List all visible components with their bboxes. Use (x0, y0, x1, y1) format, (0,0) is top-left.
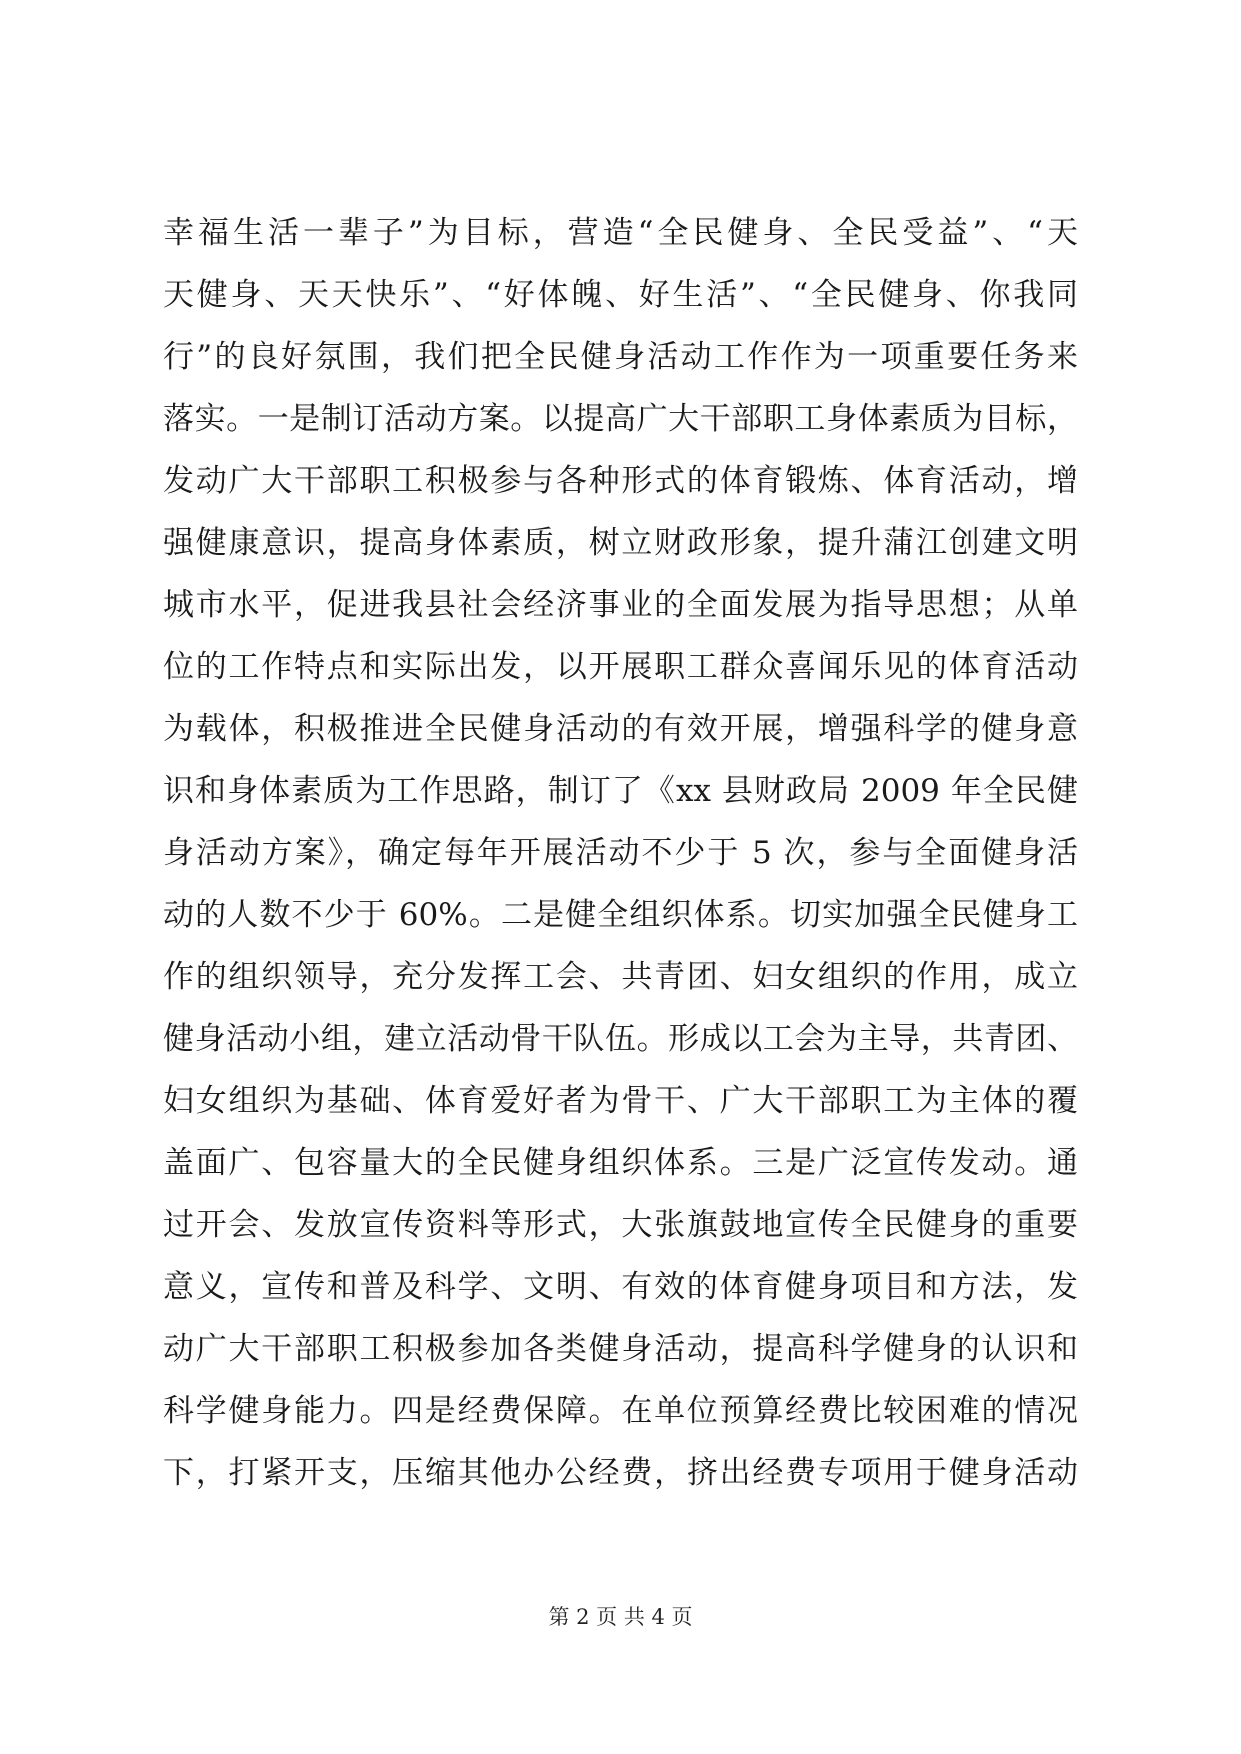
text-line: 强健康意识，提高身体素质，树立财政形象，提升蒲江创建文明 (163, 525, 1078, 561)
text-line: 天健身、天天快乐”、“好体魄、好生活”、“全民健身、你我同 (163, 277, 1078, 313)
text-line: 过开会、发放宣传资料等形式，大张旗鼓地宣传全民健身的重要 (163, 1207, 1078, 1243)
text-line: 识和身体素质为工作思路，制订了《xx 县财政局 2009 年全民健 (163, 773, 1078, 809)
text-line: 城市水平，促进我县社会经济事业的全面发展为指导思想；从单 (163, 587, 1078, 623)
text-line: 动的人数不少于 60%。二是健全组织体系。切实加强全民健身工 (163, 897, 1078, 933)
text-line: 动广大干部职工积极参加各类健身活动，提高科学健身的认识和 (163, 1331, 1078, 1367)
body-text (163, 202, 1078, 1504)
text-line: 身活动方案》，确定每年开展活动不少于 5 次，参与全面健身活 (163, 835, 1078, 871)
text-line: 为载体，积极推进全民健身活动的有效开展，增强科学的健身意 (163, 711, 1078, 747)
text-line: 位的工作特点和实际出发，以开展职工群众喜闻乐见的体育活动 (163, 649, 1078, 685)
text-line: 行”的良好氛围，我们把全民健身活动工作作为一项重要任务来 (163, 339, 1078, 375)
text-line: 落实。一是制订活动方案。以提高广大干部职工身体素质为目标， (163, 401, 1078, 437)
text-line: 科学健身能力。四是经费保障。在单位预算经费比较困难的情况 (163, 1393, 1078, 1429)
text-line: 发动广大干部职工积极参与各种形式的体育锻炼、体育活动，增 (163, 463, 1078, 499)
page-footer (0, 1603, 1241, 1631)
text-line: 妇女组织为基础、体育爱好者为骨干、广大干部职工为主体的覆 (163, 1083, 1078, 1119)
text-line: 健身活动小组，建立活动骨干队伍。形成以工会为主导，共青团、 (163, 1021, 1078, 1057)
text-line: 作的组织领导，充分发挥工会、共青团、妇女组织的作用，成立 (163, 959, 1078, 995)
page-number-label: 第 2 页 共 4 页 (548, 1605, 693, 1629)
text-line: 幸福生活一辈子”为目标，营造“全民健身、全民受益”、“天 (163, 215, 1078, 251)
text-line: 意义，宣传和普及科学、文明、有效的体育健身项目和方法，发 (163, 1269, 1078, 1305)
text-line: 下，打紧开支，压缩其他办公经费，挤出经费专项用于健身活动 (163, 1455, 1078, 1491)
text-line: 盖面广、包容量大的全民健身组织体系。三是广泛宣传发动。通 (163, 1145, 1078, 1181)
